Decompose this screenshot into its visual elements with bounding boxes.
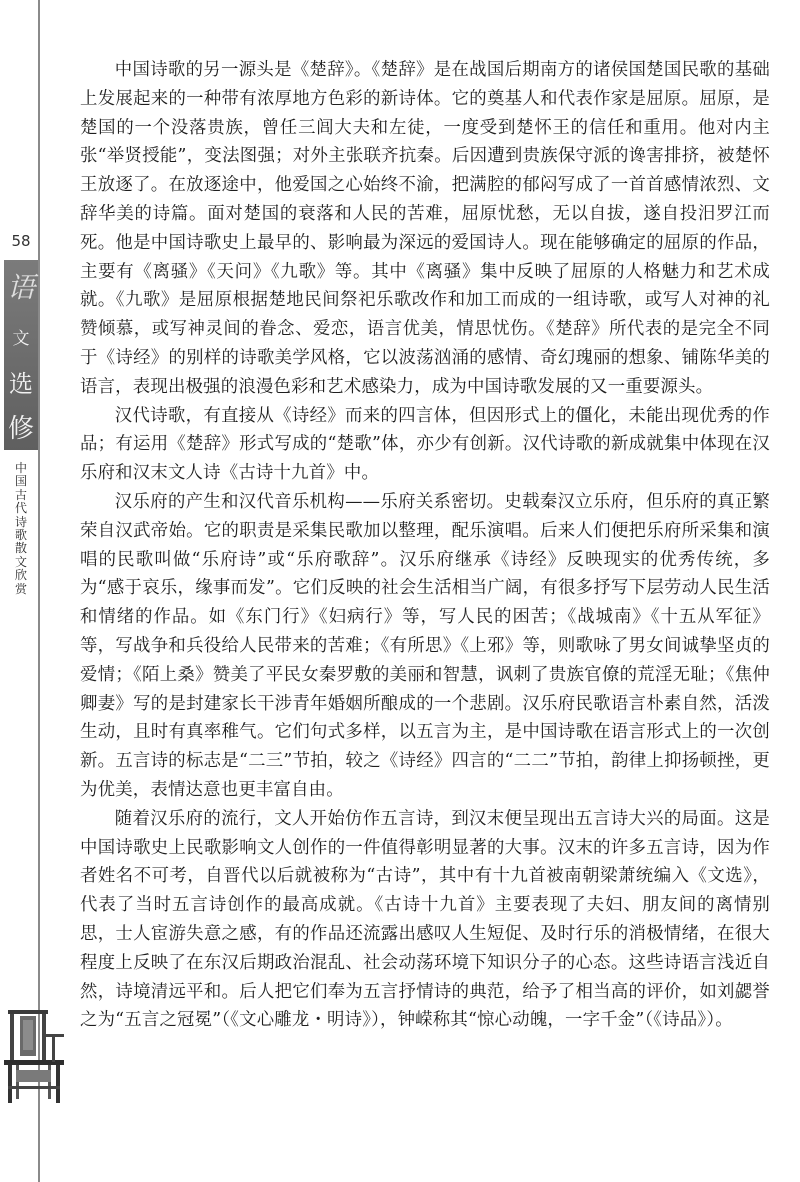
series-char: 修 xyxy=(7,414,34,444)
series-char: 选 xyxy=(9,370,33,398)
paragraph: 汉代诗歌，有直接从《诗经》而来的四言体，但因形式上的僵化，未能出现优秀的作品；有运用《楚辞》形式写成的“楚歌”体，亦少有创新。汉代诗歌的新成就集中体现在汉乐府和汉末文人诗《古诗十九首》中。 xyxy=(80,405,770,484)
chair-icon xyxy=(2,1008,68,1104)
book-title-vertical: 中国古代诗歌散文欣赏 xyxy=(14,461,27,596)
series-char: 文 xyxy=(12,329,30,349)
series-char: 语 xyxy=(6,271,35,304)
body-text xyxy=(80,56,770,1035)
page-number: 58 xyxy=(11,232,31,250)
paragraph: 随着汉乐府的流行，文人开始仿作五言诗，到汉末便呈现出五言诗大兴的局面。这是中国诗歌史上民歌影响文人创作的一件值得彰明显著的大事。汉末的许多五言诗，因为作者姓名不可考，自晋代以后就被称为“古诗”，其中有十九首被南朝梁萧统编入《文选》，代表了当时五言诗创作的最高成就。《古诗十九首》主要表现了夫妇、朋友间的离情别思，士人宦游失意之感，有的作品还流露出感叹人生短促、及时行乐的消极情绪，在很大程度上反映了在东汉后期政治混乱、社会动荡环境下知识分子的心态。这些诗语言浅近自然，诗境清远平和。后人把它们奉为五言抒情诗的典范，给予了相当高的评价，如刘勰誉之为“五言之冠冕”（《文心雕龙・明诗》），钟嵘称其“惊心动魄，一字千金”（《诗品》）。 xyxy=(80,808,770,1031)
margin-rule xyxy=(38,0,40,1182)
paragraph: 汉乐府的产生和汉代音乐机构——乐府关系密切。史载秦汉立乐府，但乐府的真正繁荣自汉武帝始。它的职责是采集民歌加以整理，配乐演唱。后来人们便把乐府所采集和演唱的民歌叫做“乐府诗”或“乐府歌辞”。汉乐府继承《诗经》反映现实的优秀传统，多为“感于哀乐，缘事而发”。它们反映的社会生活相当广阔，有很多抒写下层劳动人民生活和情绪的作品。如《东门行》《妇病行》等，写人民的困苦；《战城南》《十五从军征》等，写战争和兵役给人民带来的苦难；《有所思》《上邪》等，则歌咏了男女间诚挚坚贞的爱情；《陌上桑》赞美了平民女秦罗敷的美丽和智慧，讽刺了贵族官僚的荒淫无耻；《焦仲卿妻》写的是封建家长干涉青年婚姻所酿成的一个悲剧。汉乐府民歌语言朴素自然，活泼生动，且时有真率稚气。它们句式多样，以五言为主，是中国诗歌在语言形式上的一次创新。五言诗的标志是“二三”节拍，较之《诗经》四言的“二二”节拍，韵律上抑扬顿挫，更为优美，表情达意也更丰富自由。 xyxy=(80,491,770,800)
paragraph: 中国诗歌的另一源头是《楚辞》。《楚辞》是在战国后期南方的诸侯国楚国民歌的基础上发展起来的一种带有浓厚地方色彩的新诗体。它的奠基人和代表作家是屈原。屈原，是楚国的一个没落贵族，曾任三闾大夫和左徒，一度受到楚怀王的信任和重用。他对内主张“举贤授能”，变法图强；对外主张联齐抗秦。后因遭到贵族保守派的谗害排挤，被楚怀王放逐了。在放逐途中，他爱国之心始终不渝，把满腔的郁闷写成了一首首感情浓烈、文辞华美的诗篇。面对楚国的衰落和人民的苦难，屈原忧愁，无以自拔，遂自投汨罗江而死。他是中国诗歌史上最早的、影响最为深远的爱国诗人。现在能够确定的屈原的作品，主要有《离骚》《天问》《九歌》等。其中《离骚》集中反映了屈原的人格魅力和艺术成就。《九歌》是屈原根据楚地民间祭祀乐歌改作和加工而成的一组诗歌，或写人对神的礼赞倾慕，或写神灵间的眷念、爱恋，语言优美，情思忧伤。《楚辞》所代表的是完全不同于《诗经》的别样的诗歌美学风格，它以波荡汹涌的感情、奇幻瑰丽的想象、铺陈华美的语言，表现出极强的浪漫色彩和艺术感染力，成为中国诗歌发展的又一重要源头。 xyxy=(80,60,770,397)
series-tab xyxy=(4,260,38,450)
